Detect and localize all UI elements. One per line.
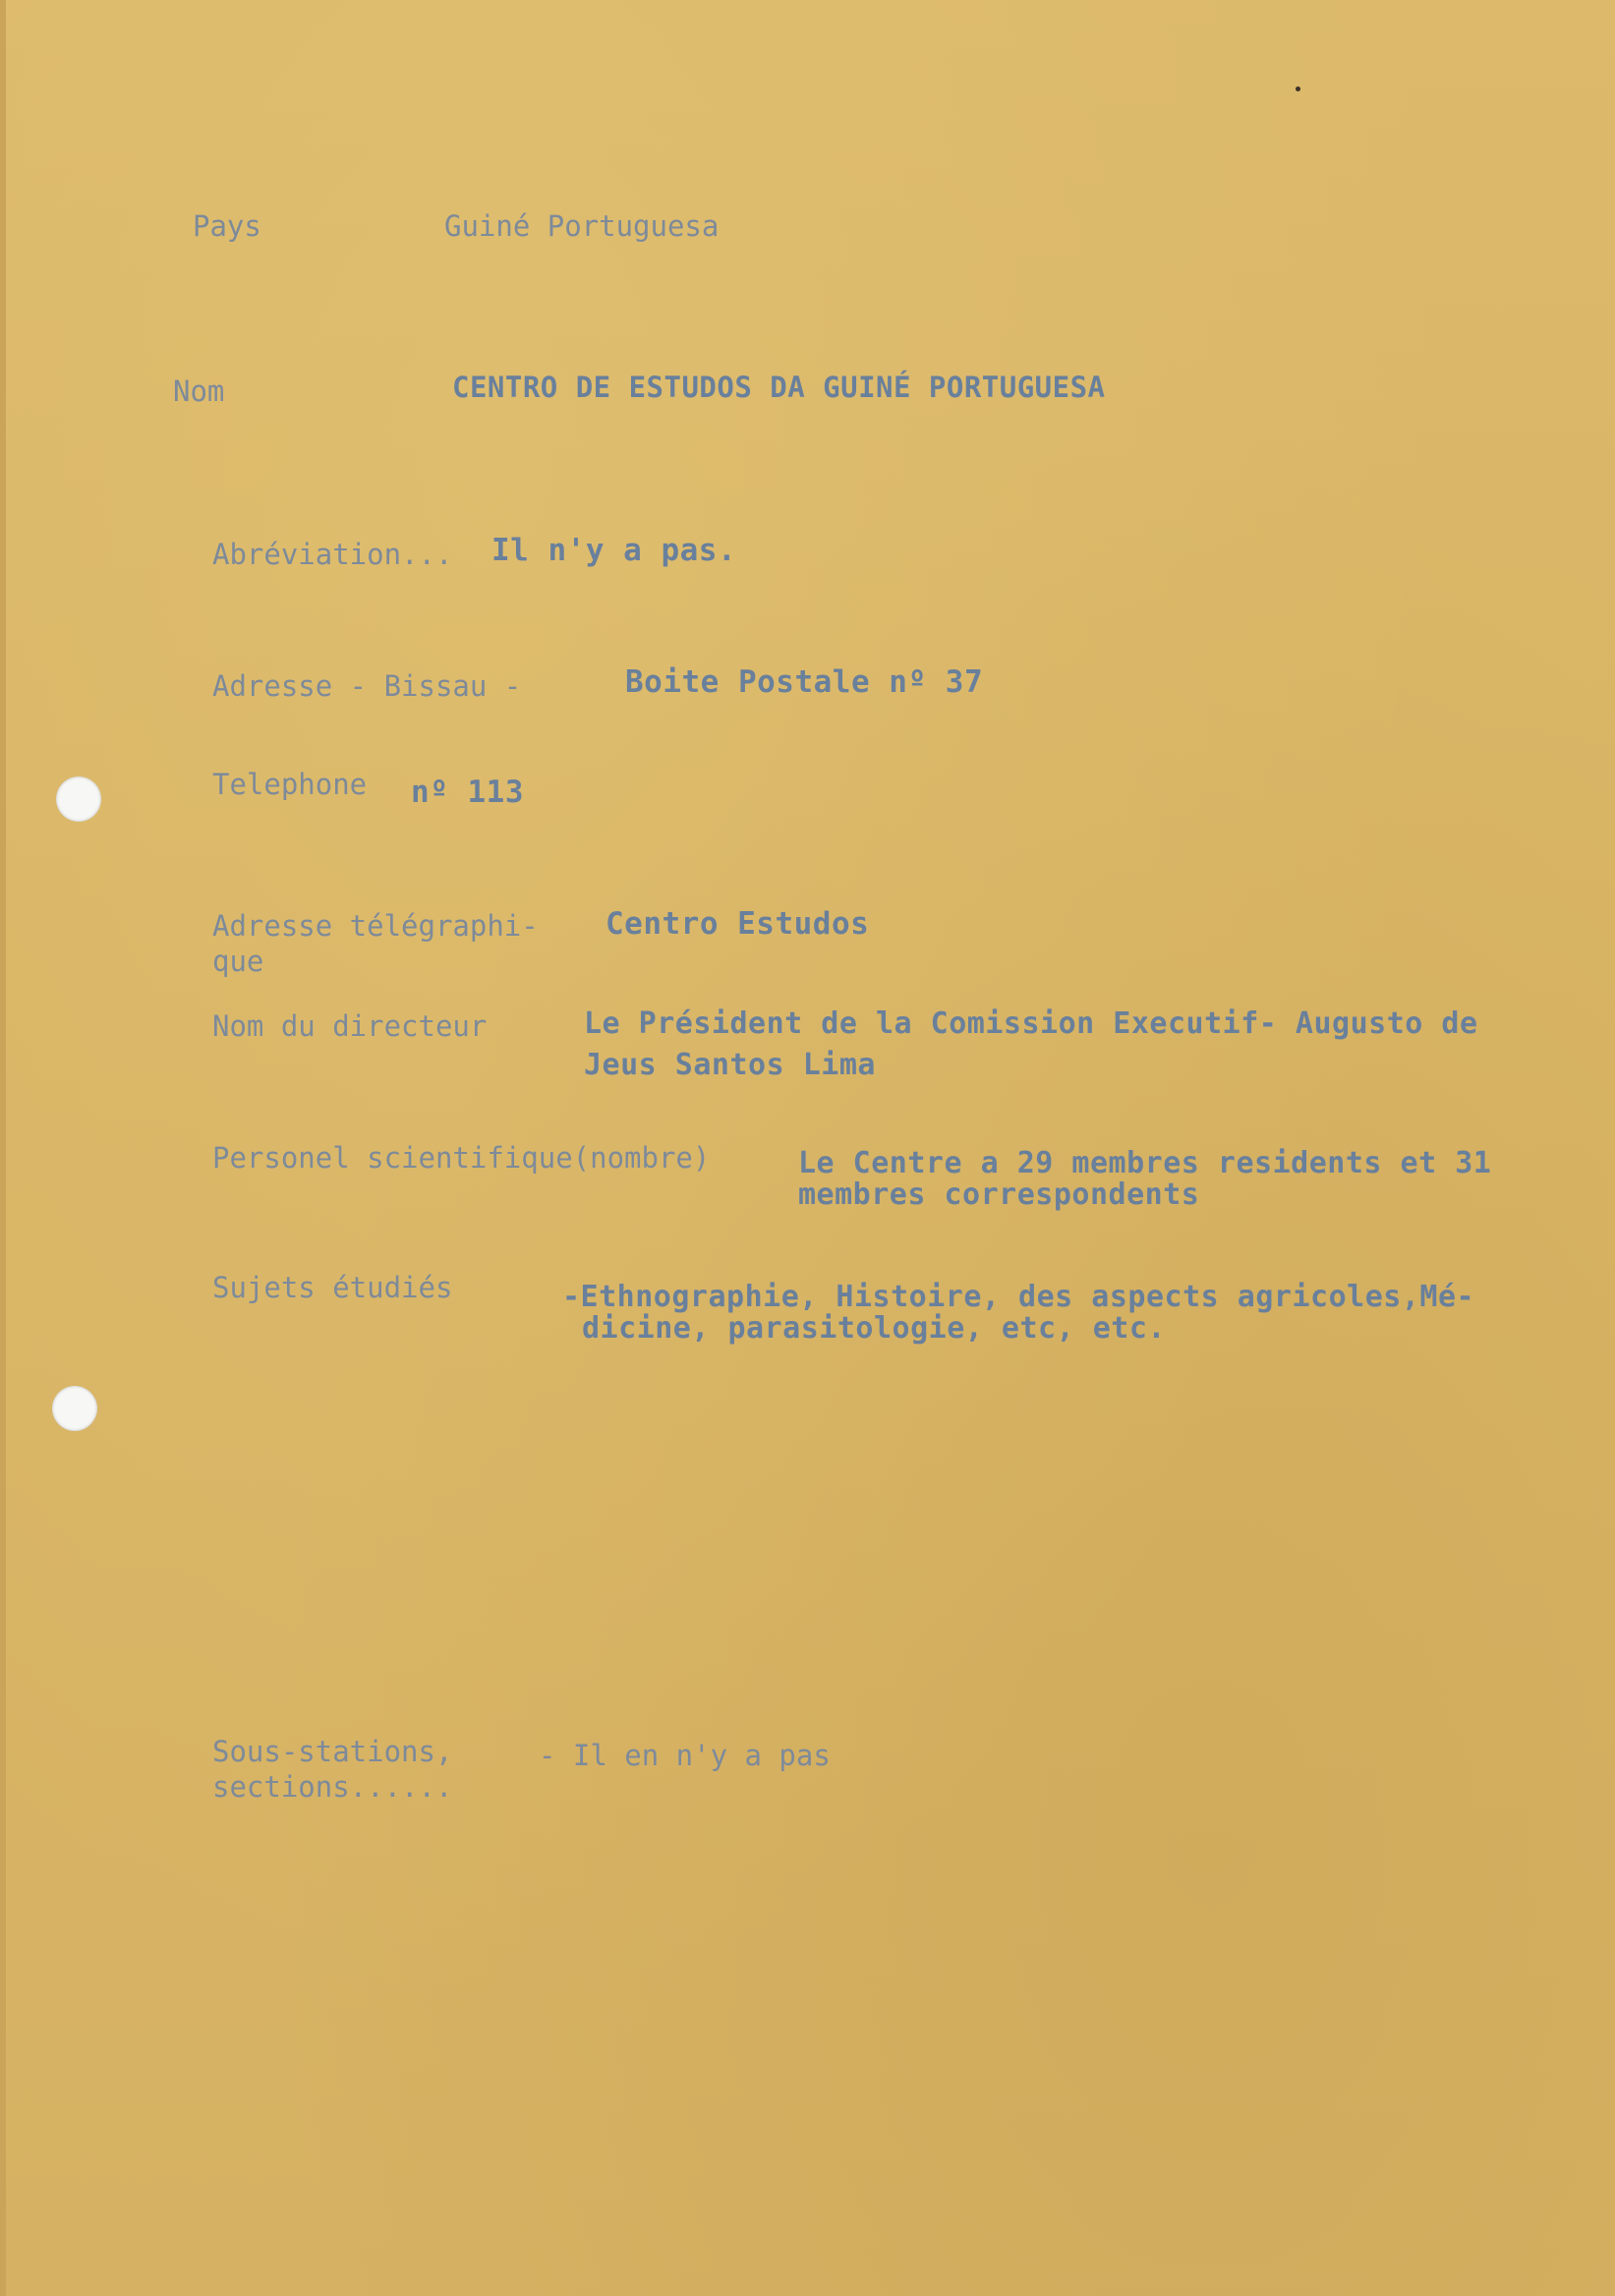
pays-label: Pays [193, 209, 261, 243]
adresse-telegraphique-label-line1: Adresse télégraphi- [212, 909, 539, 943]
nom-label: Nom [173, 374, 225, 408]
paper-edge [0, 0, 6, 2296]
abreviation-label: Abréviation... [212, 538, 453, 571]
telephone-value: nº 113 [411, 775, 524, 810]
punch-hole-bottom [52, 1386, 97, 1431]
sujets-value-line1: -Ethnographie, Histoire, des aspects agricoles,Mé- [562, 1280, 1475, 1314]
adresse-telegraphique-value: Centro Estudos [606, 906, 870, 942]
personel-label: Personel scientifique(nombre) [212, 1141, 711, 1175]
directeur-value-line2: Jeus Santos Lima [584, 1048, 876, 1082]
adresse-value: Boite Postale nº 37 [625, 664, 984, 700]
adresse-telegraphique-label-line2: que [212, 945, 264, 978]
personel-value-line2: membres correspondents [798, 1177, 1200, 1212]
adresse-label: Adresse - Bissau - [212, 669, 522, 703]
sous-stations-label-line1: Sous-stations, [212, 1735, 453, 1768]
pays-value: Guiné Portuguesa [444, 209, 720, 243]
nom-value: CENTRO DE ESTUDOS DA GUINÉ PORTUGUESA [452, 371, 1106, 404]
directeur-value-line1: Le Président de la Comission Executif- Augusto de [584, 1006, 1478, 1041]
punch-hole-top [56, 776, 101, 822]
abreviation-value: Il n'y a pas. [491, 533, 737, 568]
directeur-label: Nom du directeur [212, 1009, 488, 1043]
sous-stations-value: - Il en n'y a pas [539, 1739, 831, 1772]
personel-value-line1: Le Centre a 29 membres residents et 31 [798, 1146, 1492, 1180]
sous-stations-label-line2: sections...... [212, 1770, 453, 1804]
telephone-label: Telephone [212, 768, 368, 801]
ink-speck [1296, 86, 1300, 91]
sujets-label: Sujets étudiés [212, 1271, 453, 1304]
sujets-value-line2: dicine, parasitologie, etc, etc. [582, 1311, 1166, 1346]
